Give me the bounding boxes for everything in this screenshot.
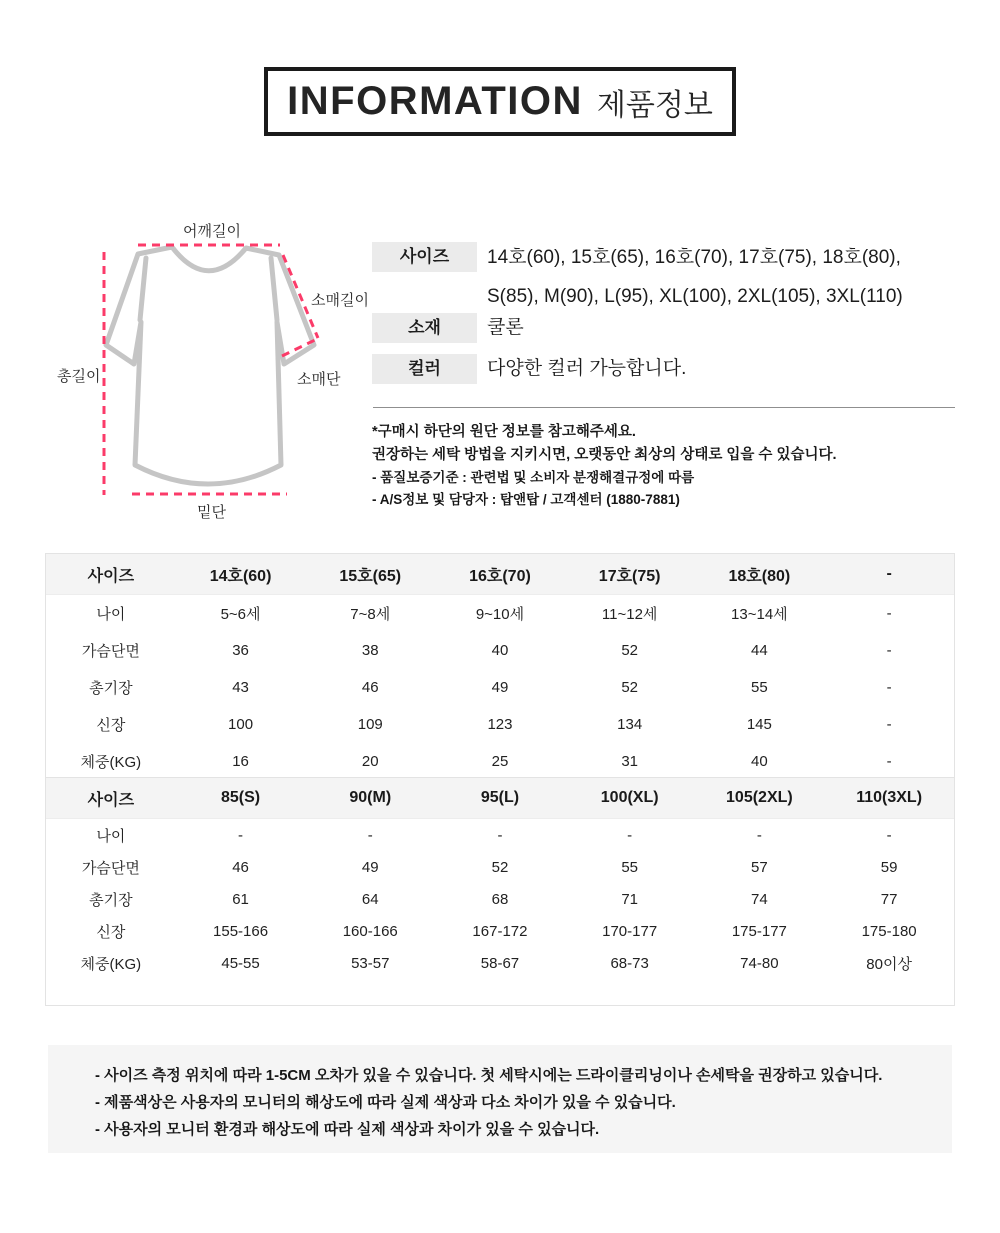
table-cell: 5~6세 bbox=[220, 606, 261, 623]
disclaimer-line: - 사용자의 모니터 환경과 해상도에 따라 실제 색상과 차이가 있을 수 있습니다. bbox=[95, 1121, 600, 1138]
table-cell: 52 bbox=[621, 679, 638, 696]
column-header: 85(S) bbox=[176, 778, 306, 819]
bottom-hem-label: 밑단 bbox=[197, 504, 226, 521]
table-cell: 49 bbox=[361, 858, 379, 876]
table-cell: 175-180 bbox=[861, 922, 917, 940]
table-cell: 175-177 bbox=[731, 922, 787, 940]
table-cell: 43 bbox=[232, 679, 249, 696]
table-cell: - bbox=[886, 642, 892, 659]
table-cell: 74-80 bbox=[740, 954, 779, 972]
table-cell: 13~14세 bbox=[731, 606, 788, 623]
note-line: *구매시 하단의 원단 정보를 참고해주세요. bbox=[372, 424, 636, 440]
table-cell: - bbox=[497, 826, 503, 844]
column-header: 95(L) bbox=[435, 778, 565, 819]
page-title-en: INFORMATION bbox=[287, 79, 583, 123]
table-row bbox=[46, 819, 954, 852]
table-row bbox=[46, 706, 954, 743]
footer-disclaimer bbox=[48, 1045, 952, 1153]
size-value-line1: 14호(60), 15호(65), 16호(70), 17호(75), 18호(80), bbox=[487, 247, 901, 268]
table-cell: - bbox=[886, 753, 892, 770]
table-cell: 77 bbox=[880, 890, 898, 908]
table-cell: 체중(KG) bbox=[80, 754, 142, 771]
table-cell: 16 bbox=[232, 753, 249, 770]
disclaimer-line: - 제품색상은 사용자의 모니터의 해상도에 따라 실제 색상과 다소 차이가 있을 수 있습니다. bbox=[95, 1094, 676, 1111]
total-length-label: 총길이 bbox=[57, 368, 101, 385]
table-cell: 167-172 bbox=[472, 922, 528, 940]
table-row bbox=[46, 595, 954, 633]
table-cell: 20 bbox=[361, 753, 379, 770]
divider bbox=[373, 407, 955, 408]
column-header: 105(2XL) bbox=[695, 778, 825, 819]
disclaimer-line: - 사이즈 측정 위치에 따라 1-5CM 오차가 있을 수 있습니다. 첫 세탁시에는 드라이클리닝이나 손세탁을 권장하고 있습니다. bbox=[95, 1067, 883, 1084]
color-value: 다양한 컬러 가능합니다. bbox=[487, 358, 687, 379]
material-value: 쿨론 bbox=[487, 317, 524, 338]
table-cell: 74 bbox=[751, 890, 768, 908]
table-cell: 46 bbox=[232, 858, 249, 876]
column-header: 100(XL) bbox=[565, 778, 695, 819]
size-value-line2: S(85), M(90), L(95), XL(100), 2XL(105), 3XL(110) bbox=[487, 286, 903, 307]
table-cell: 80이상 bbox=[866, 955, 912, 973]
column-header: 16호(70) bbox=[435, 554, 565, 595]
adult-size-table bbox=[45, 777, 955, 1006]
table-cell: 59 bbox=[880, 858, 898, 876]
table-cell: 40 bbox=[491, 642, 509, 659]
table-cell: 52 bbox=[491, 858, 509, 876]
table-row bbox=[46, 743, 954, 780]
sleeve-hem-label: 소매단 bbox=[297, 371, 341, 388]
table-cell: 55 bbox=[751, 679, 768, 696]
column-header: 18호(80) bbox=[695, 554, 825, 595]
table-cell: 11~12세 bbox=[601, 606, 658, 623]
column-header: 90(M) bbox=[305, 778, 435, 819]
table-cell: 46 bbox=[361, 679, 379, 696]
size-value bbox=[487, 238, 903, 316]
table-header-row bbox=[46, 778, 954, 819]
table-cell: - bbox=[627, 826, 633, 844]
table-cell: 신장 bbox=[96, 923, 126, 941]
note-line: - A/S정보 및 담당자 : 탑앤탑 / 고객센터 (1880-7881) bbox=[372, 492, 680, 507]
table-row bbox=[46, 851, 954, 883]
table-cell: 가슴단면 bbox=[81, 859, 140, 877]
table-cell: 64 bbox=[361, 890, 379, 908]
page-title bbox=[264, 67, 736, 136]
size-label: 사이즈 bbox=[372, 242, 477, 272]
table-cell: 52 bbox=[621, 642, 638, 659]
table-cell: 45-55 bbox=[221, 954, 260, 972]
table-row bbox=[46, 947, 954, 979]
table-cell: - bbox=[756, 826, 762, 844]
column-header: 110(3XL) bbox=[824, 778, 954, 819]
table-cell: 68 bbox=[491, 890, 509, 908]
table-cell: 총기장 bbox=[89, 680, 133, 697]
table-cell: 109 bbox=[357, 716, 383, 733]
page-title-ko: 제품정보 bbox=[596, 88, 713, 122]
table-row bbox=[46, 632, 954, 669]
table-cell: 58-67 bbox=[480, 954, 520, 972]
table-cell: 36 bbox=[232, 642, 249, 659]
table-cell: 134 bbox=[617, 716, 643, 733]
table-cell: - bbox=[886, 826, 892, 844]
color-label: 컬러 bbox=[372, 354, 477, 384]
table-cell: 9~10세 bbox=[475, 606, 525, 623]
table-cell: 100 bbox=[228, 716, 254, 733]
table-header-row bbox=[46, 554, 954, 595]
table-cell: 71 bbox=[621, 890, 638, 908]
table-cell: 145 bbox=[746, 716, 772, 733]
table-row bbox=[46, 915, 954, 947]
purchase-notes bbox=[372, 424, 837, 514]
table-cell: 57 bbox=[751, 858, 768, 876]
column-header: 14호(60) bbox=[176, 554, 306, 595]
table-cell: 신장 bbox=[96, 717, 126, 734]
table-cell: 68-73 bbox=[610, 954, 649, 972]
table-cell: 25 bbox=[491, 753, 509, 770]
column-header: 사이즈 bbox=[46, 554, 176, 595]
table-cell: 가슴단면 bbox=[81, 643, 140, 660]
table-cell: 170-177 bbox=[602, 922, 658, 940]
table-cell: 55 bbox=[621, 858, 638, 876]
table-cell: 38 bbox=[361, 642, 379, 659]
table-cell: 53-57 bbox=[351, 954, 390, 972]
column-header: 15호(65) bbox=[305, 554, 435, 595]
material-label: 소재 bbox=[372, 313, 477, 343]
table-cell: 44 bbox=[751, 642, 768, 659]
table-cell: - bbox=[886, 679, 892, 696]
sleeve-length-label: 소매길이 bbox=[311, 292, 369, 309]
table-cell: 155-166 bbox=[213, 922, 269, 940]
table-cell: 61 bbox=[232, 890, 249, 908]
table-cell: 123 bbox=[487, 716, 513, 733]
kids-size-table bbox=[45, 553, 955, 781]
column-header: - bbox=[824, 554, 954, 595]
shoulder-length-label: 어깨길이 bbox=[183, 223, 241, 240]
table-cell: 나이 bbox=[96, 827, 126, 845]
table-cell: 7~8세 bbox=[350, 606, 391, 623]
tshirt-measurement-diagram bbox=[50, 200, 390, 530]
table-cell: - bbox=[886, 605, 892, 622]
table-row bbox=[46, 883, 954, 915]
table-cell: 160-166 bbox=[342, 922, 398, 940]
table-cell: 31 bbox=[621, 753, 638, 770]
table-cell: 40 bbox=[751, 753, 768, 770]
note-line: - 품질보증기준 : 관련법 및 소비자 분쟁해결규정에 따름 bbox=[372, 470, 695, 485]
table-row bbox=[46, 669, 954, 706]
table-cell: 체중(KG) bbox=[80, 955, 142, 973]
table-cell: 49 bbox=[491, 679, 509, 696]
column-header: 17호(75) bbox=[565, 554, 695, 595]
tshirt-diagram-icon bbox=[50, 200, 390, 530]
table-cell: 총기장 bbox=[89, 891, 133, 909]
table-cell: 나이 bbox=[96, 606, 126, 623]
note-line: 권장하는 세탁 방법을 지키시면, 오랫동안 최상의 상태로 입을 수 있습니다. bbox=[372, 447, 837, 463]
table-cell: - bbox=[238, 826, 244, 844]
table-cell: - bbox=[886, 716, 892, 733]
table-cell: - bbox=[367, 826, 373, 844]
column-header: 사이즈 bbox=[46, 778, 176, 819]
